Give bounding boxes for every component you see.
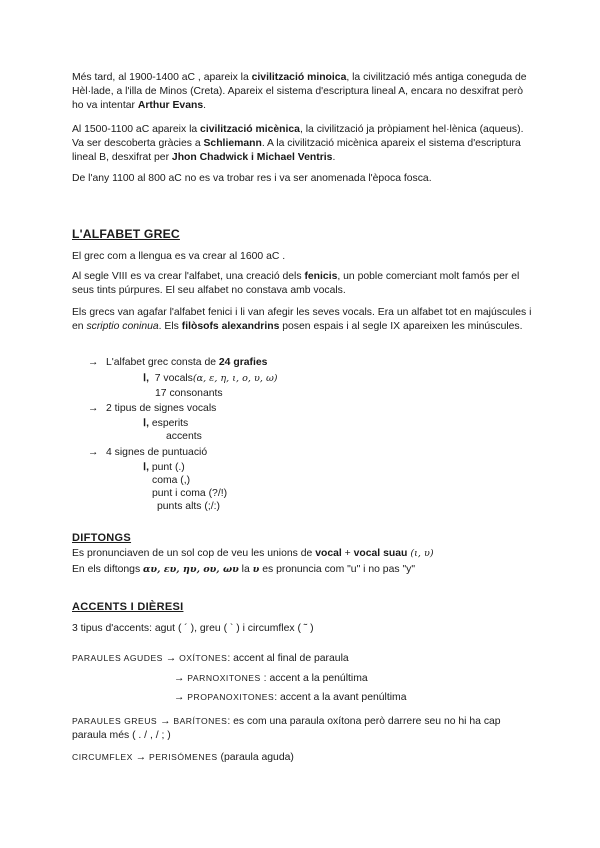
sublist-accents: accents [166, 431, 202, 442]
paroxitones-line: → PARNOXITONES : accent a la penúltima [174, 673, 368, 684]
paragraph-fenicis: Al segle VIII es va crear l'alfabet, una creació dels fenicis, un poble comerciant molt famós per el seus tints púrpures. El seu alfabet no constava amb vocals. [72, 271, 520, 297]
sublist-consonants: 17 consonants [155, 388, 223, 399]
proparoxitones-line: → PROPANOXITONES: accent a la avant penúltima [174, 692, 407, 703]
branch-icon: Ⅰ, [143, 418, 149, 429]
arrow-icon: → [165, 653, 177, 664]
arrow-icon: → [88, 447, 99, 458]
list-item-signes-vocals: → 2 tipus de signes vocals [88, 402, 216, 416]
paragraph-grec-llengua: El grec com a llengua es va crear al 1600 aC . [72, 251, 286, 262]
sublist-vocals: Ⅰ, 7 vocals(α, ε, η, ι, ο, υ, ω) [143, 373, 278, 384]
arrow-icon: → [174, 673, 185, 684]
heading-accents: ACCENTS I DIÈRESI [72, 601, 184, 613]
paragraph-epoca-fosca: De l'any 1100 al 800 aC no es va trobar res i va ser anomenada l'època fosca. [72, 173, 432, 184]
sublist-punt-coma: punt i coma (?/!) [152, 488, 228, 499]
arrow-icon: → [88, 403, 99, 414]
branch-icon: Ⅰ, [143, 373, 149, 384]
diftongs-line-2: En els diftongs αυ, ευ, ηυ, ου, ωυ la υ es pronuncia com "u" i no pas "y" [72, 564, 416, 575]
paraules-agudes-line: PARAULES AGUDES → OXÍTONES: accent al final de paraula [72, 653, 349, 664]
sublist-punts-alts: punts alts (;/:) [157, 501, 220, 512]
list-item-puntuacio: → 4 signes de puntuació [88, 446, 207, 460]
diftongs-line-1: Es pronunciaven de un sol cop de veu les unions de vocal + vocal suau (ι, υ) [72, 548, 434, 559]
paragraph-minoica: Més tard, al 1900-1400 aC , apareix la civilització minoica, la civilització més antiga coneguda de Hèl·lade, a l'illa de Minos (Creta). Apareix el sistema d'escriptura lineal A, encara no desxifrat però ho va intentar Arthur Evans. [72, 72, 527, 112]
heading-alfabet-grec: L'ALFABET GREC [72, 227, 180, 241]
sublist-esperits: Ⅰ, esperits [143, 418, 189, 429]
list-item-24-grafies: → L'alfabet grec consta de 24 grafies [88, 356, 267, 370]
heading-diftongs: DIFTONGS [72, 532, 132, 544]
paraules-greus-line: PARAULES GREUS → BARÍTONES: es com una paraula oxítona però darrere seu no hi ha cap paraula més ( . / , / ; ) [72, 716, 501, 742]
sublist-coma: coma (,) [152, 475, 191, 486]
sublist-punt: Ⅰ, punt (.) [143, 462, 185, 473]
paragraph-micenica: Al 1500-1100 aC apareix la civilització micènica, la civilització ja pròpiament hel·lènica (aqueus). Va ser descoberta gràcies a Schliemann. A la civilització micènica apareix el sistema d'escriptura lineal B, desxifrat per Jhon Chadwick i Michael Ventris. [72, 124, 524, 164]
accents-intro: 3 tipus d'accents: agut ( ´ ), greu ( ` ) i circumflex ( ˜ ) [72, 623, 314, 634]
branch-icon: Ⅰ, [143, 462, 149, 473]
arrow-icon: → [88, 357, 99, 368]
circumflex-line: CIRCUMFLEX → PERISÓMENES (paraula aguda) [72, 752, 294, 763]
arrow-icon: → [174, 692, 185, 703]
arrow-icon: → [160, 716, 171, 727]
arrow-icon: → [135, 752, 147, 763]
paragraph-vocals-grecs: Els grecs van agafar l'alfabet fenici i li van afegir les seves vocals. Era un alfabet tot en majúscules i en scriptio coninua. Els filòsofs alexandrins posen espais i al segle IX apareixen les minúscules. [72, 307, 532, 333]
